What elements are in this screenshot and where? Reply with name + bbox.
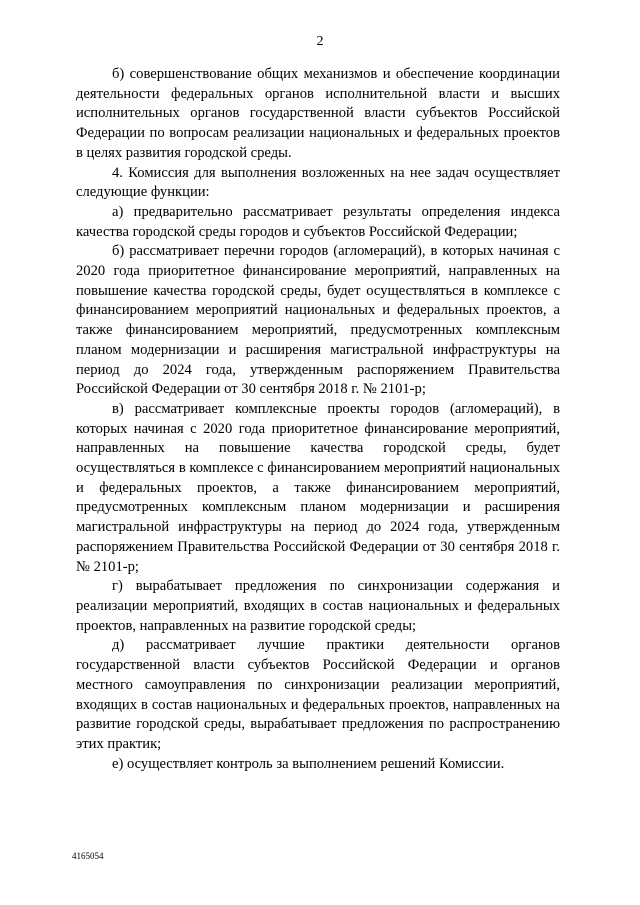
paragraph-g-proposals: г) вырабатывает предложения по синхронизации содержания и реализации мероприятий, входящих в состав национальных и федеральных проектов, направленных на развитие городской среды; — [76, 578, 560, 634]
paragraph-a-index: а) предварительно рассматривает результаты определения индекса качества городской среды городов и субъектов Российской Федерации; — [76, 203, 560, 240]
document-id: 4165054 — [72, 851, 104, 861]
page-number: 2 — [316, 34, 324, 49]
paragraph-v-complex-projects: в) рассматривает комплексные проекты городов (агломераций), в которых начиная с 2020 года приоритетное финансирование мероприятий, направленных на повышение качества городской среды, будет осуществляться в комплексе с финансированием мероприятий национальных и федеральных проектов, а также финансированием мероприятий, предусмотренных комплексным планом модернизации и расширения магистральной инфраструктуры на период до 2024 года, утвержденным распоряжением Правительства Российской Федерации от 30 сентября 2018 г. № 2101-р; — [76, 400, 560, 575]
paragraph-e-control: е) осуществляет контроль за выполнением решений Комиссии. — [112, 755, 505, 772]
paragraph-b-coordination: б) совершенствование общих механизмов и обеспечение координации деятельности федеральных органов исполнительной власти и высших исполнительных органов государственной власти субъектов Российской Федерации по вопросам реализации национальных и федеральных проектов в целях развития городской среды. — [76, 66, 560, 161]
document-body — [76, 65, 560, 774]
paragraph-b-city-lists: б) рассматривает перечни городов (агломераций), в которых начиная с 2020 года приоритетное финансирование мероприятий, направленных на повышение качества городской среды, будет осуществляться в комплексе с финансированием мероприятий национальных и федеральных проектов, а также финансированием мероприятий, предусмотренных комплексным планом модернизации и расширения магистральной инфраструктуры на период до 2024 года, утвержденным распоряжением Правительства Российской Федерации от 30 сентября 2018 г. № 2101-р; — [76, 243, 560, 398]
paragraph-4-functions: 4. Комиссия для выполнения возложенных на нее задач осуществляет следующие функции: — [76, 164, 560, 201]
paragraph-d-best-practices: д) рассматривает лучшие практики деятельности органов государственной власти субъектов Российской Федерации и органов местного самоуправления по синхронизации реализации мероприятий, входящих в состав национальных и федеральных проектов, направленных на развитие городской среды, вырабатывает предложения по распространению этих практик; — [76, 637, 560, 752]
